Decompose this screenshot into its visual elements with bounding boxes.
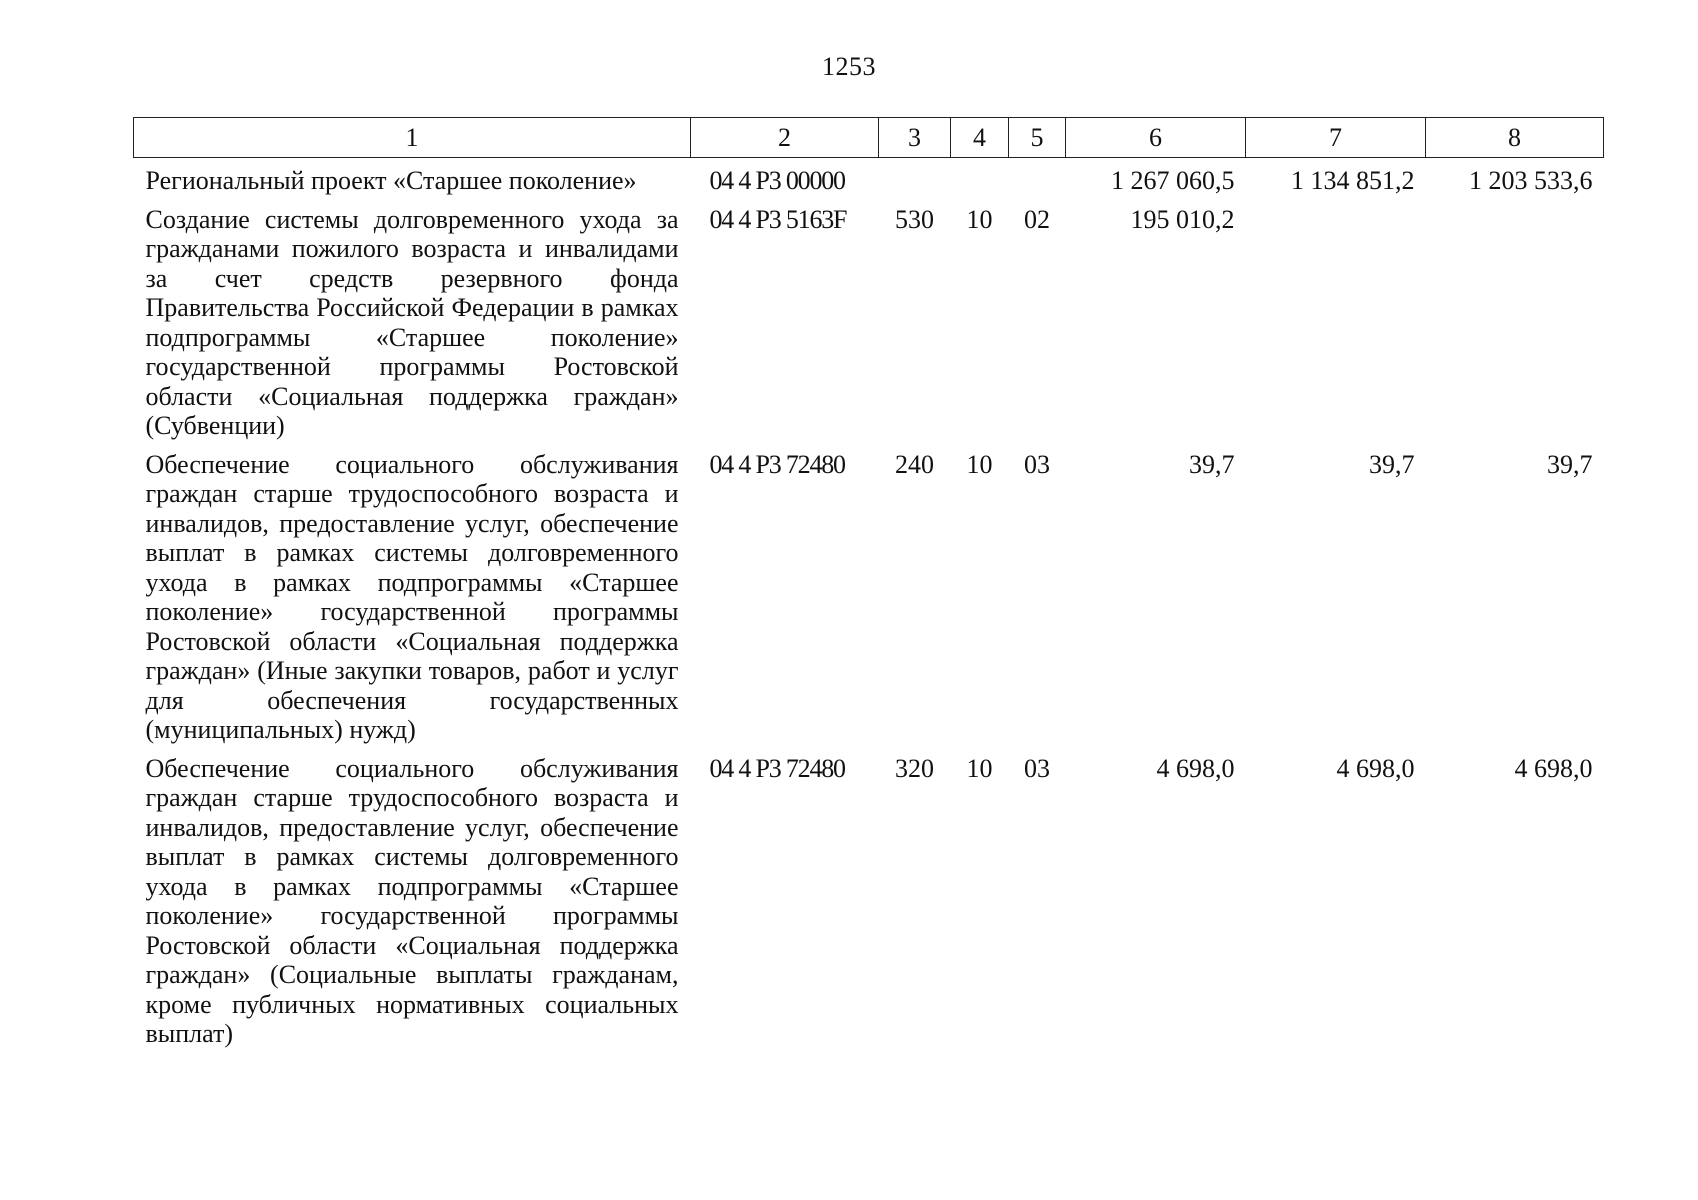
row-value-8: 39,7 (1547, 449, 1593, 479)
row-code: 04 4 Р3 72480 (709, 449, 845, 479)
row-value-7: 1 134 851,2 (1291, 166, 1415, 195)
row-value-6: 1 267 060,5 (1111, 166, 1235, 195)
table-header (134, 118, 1604, 158)
row-name: Создание системы долговременного ухода за гражданами пожилого возраста и инвалидами за счет средств резервного фонда Правительства Российской Федерации в рамках подпрограммы «Старшее поколение» государственной программы Ростовской области «Социальная поддержка граждан» (Субвенции) (145, 204, 679, 440)
row-col-5: 03 (1024, 449, 1050, 479)
header-col-1: 1 (134, 118, 691, 158)
header-col-4: 4 (951, 118, 1009, 158)
row-col-3 (879, 158, 951, 196)
header-col-2: 2 (691, 118, 879, 158)
page-number: 1253 (822, 52, 876, 81)
row-value-8 (1426, 196, 1604, 441)
table-row (134, 441, 1604, 745)
table-body (134, 158, 1604, 1049)
header-row (134, 118, 1604, 158)
table-row (134, 196, 1604, 441)
row-code: 04 4 Р3 72480 (709, 753, 845, 783)
row-value-7: 39,7 (1369, 449, 1415, 479)
budget-table (133, 117, 1604, 1049)
row-col-3: 320 (895, 753, 934, 783)
row-value-6: 4 698,0 (1156, 753, 1235, 783)
row-col-4 (951, 158, 1009, 196)
row-col-5: 02 (1024, 204, 1050, 234)
header-col-6: 6 (1066, 118, 1246, 158)
row-col-4: 10 (966, 449, 993, 479)
row-name: Обеспечение социального обслуживания граждан старше трудоспособного возраста и инвалидов, предоставление услуг, обеспечение выплат в рамках системы долговременного ухода в рамках подпрограммы «Старшее поколение» государственной программы Ростовской области «Социальная поддержка граждан» (Иные закупки товаров, работ и услуг для обеспечения государственных (муниципальных) нужд) (145, 449, 679, 744)
row-col-4: 10 (966, 753, 993, 783)
row-value-7: 4 698,0 (1336, 753, 1415, 783)
header-col-3: 3 (879, 118, 951, 158)
row-col-5: 03 (1024, 753, 1050, 783)
row-value-7 (1246, 196, 1426, 441)
row-col-3: 530 (895, 204, 934, 234)
row-name: Обеспечение социального обслуживания граждан старше трудоспособного возраста и инвалидов, предоставление услуг, обеспечение выплат в рамках системы долговременного ухода в рамках подпрограммы «Старшее поколение» государственной программы Ростовской области «Социальная поддержка граждан» (Социальные выплаты гражданам, кроме публичных нормативных социальных выплат) (145, 753, 679, 1048)
table-row (134, 158, 1604, 196)
header-col-7: 7 (1246, 118, 1426, 158)
row-value-6: 39,7 (1189, 449, 1235, 479)
row-value-8: 1 203 533,6 (1469, 166, 1593, 195)
header-col-5: 5 (1009, 118, 1066, 158)
row-code: 04 4 Р3 5163F (709, 204, 847, 234)
row-value-8: 4 698,0 (1514, 753, 1593, 783)
row-name: Региональный проект «Старшее поколение» (145, 166, 637, 195)
row-code: 04 4 Р3 00000 (709, 166, 845, 195)
row-col-5 (1009, 158, 1066, 196)
row-value-6: 195 010,2 (1130, 204, 1235, 234)
row-col-4: 10 (966, 204, 993, 234)
header-col-8: 8 (1426, 118, 1604, 158)
row-col-3: 240 (895, 449, 934, 479)
table-row (134, 745, 1604, 1049)
